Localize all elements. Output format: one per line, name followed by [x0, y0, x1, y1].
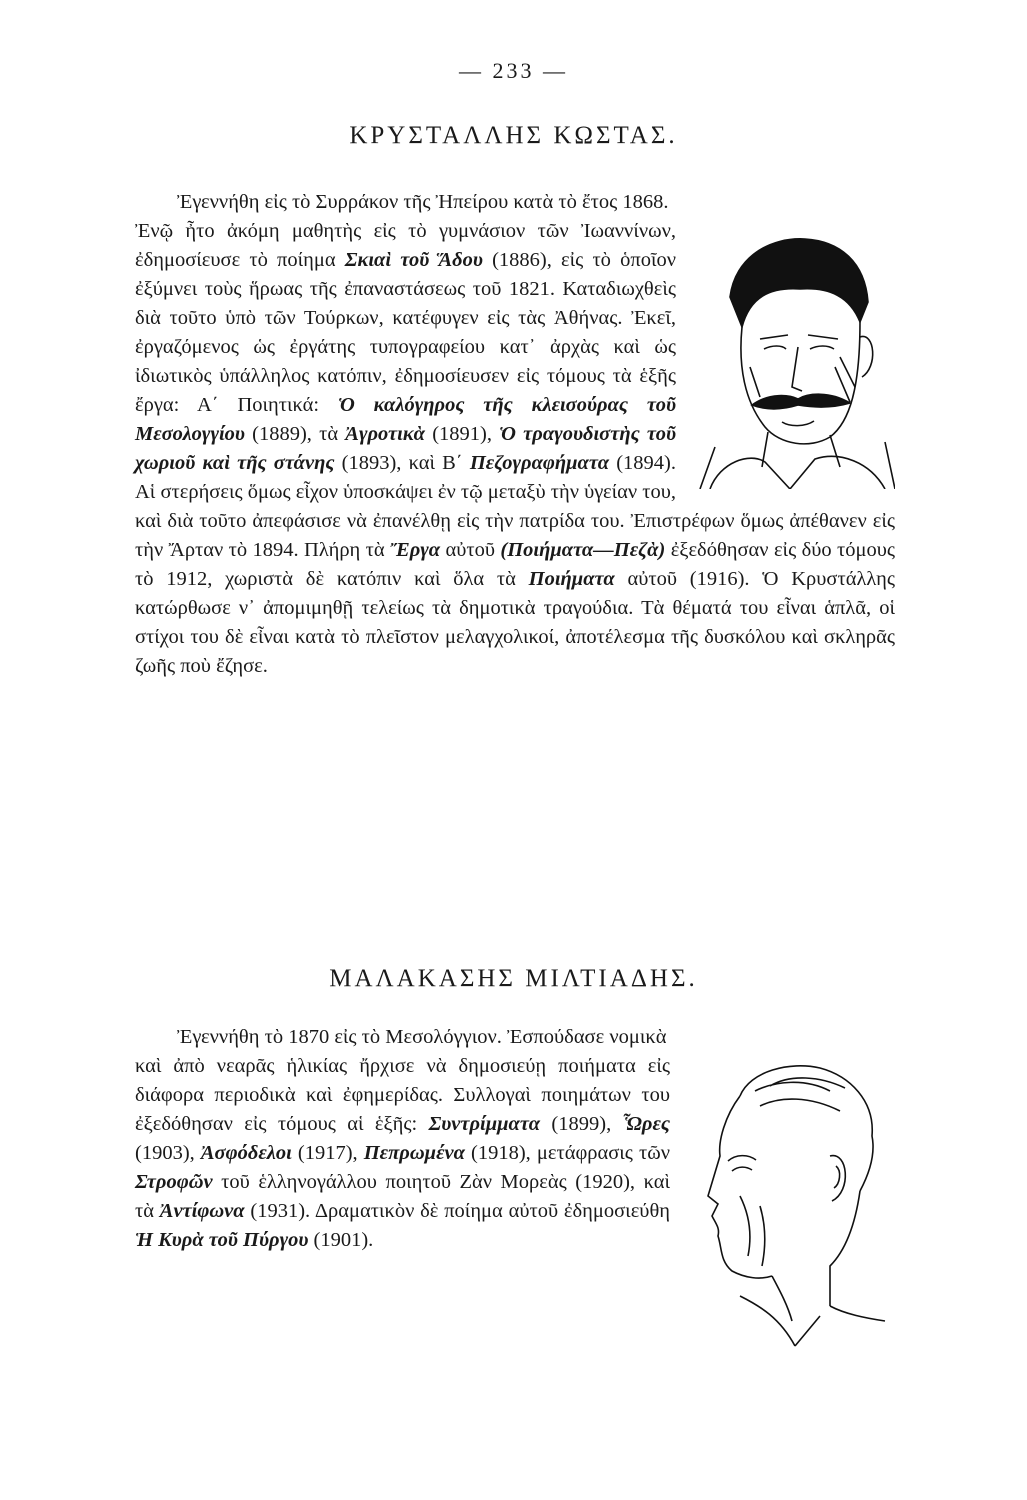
work-title: Ἀσφόδελοι	[200, 1142, 292, 1164]
work-title: Ὁ καλόγηρος τῆς κλεισούρας τοῦ Μεσολογγίου	[135, 394, 676, 445]
text-run: (1891),	[425, 423, 500, 445]
section-title-malakasis: ΜΑΛΑΚΑΣΗΣ ΜΙΛΤΙΑΔΗΣ.	[329, 965, 698, 992]
text-run: (1894). Αἱ στερήσεις ὅμως εἶχον ὑποσκάψει ἐν τῷ μεταξὺ τὴν ὑγείαν του, καὶ διὰ τοῦτο ἀπεφάσισε νὰ ἐπανέλθῃ εἰς τὴν πατρίδα του. Ἐπιστρέφων ὅμως ἀπέθανεν εἰς τὴν Ἄρταν τὸ 1894. Πλήρη τὰ	[135, 452, 895, 561]
portrait-malakasis-drawing	[680, 1056, 895, 1361]
section-title-krystallis: ΚΡΥΣΤΑΛΛΗΣ ΚΩΣΤΑΣ.	[349, 122, 678, 149]
work-title: Πεπρωμένα	[363, 1142, 465, 1164]
text-run: Ἐνῷ ἦτο ἀκόμη μαθητὴς εἰς τὸ γυμνάσιον τῶν Ἰωαννίνων, ἐδημοσίευσε τὸ ποίημα	[135, 220, 676, 271]
portrait-krystallis	[690, 227, 895, 489]
work-title: Ὁ τραγουδιστὴς τοῦ χωριοῦ καὶ τῆς στάνης	[135, 423, 677, 474]
work-title: Ἀντίφωνα	[159, 1200, 245, 1222]
text-run: (1893), καὶ Β΄	[334, 452, 470, 474]
work-title: Στροφῶν	[135, 1171, 213, 1193]
text-run: (1917),	[291, 1142, 364, 1164]
work-title: Συντρίμματα	[428, 1113, 541, 1135]
work-title: Σκιαὶ τοῦ Ἅδου	[344, 249, 483, 271]
work-title: Ἀγροτικὰ	[345, 423, 426, 445]
text-run: (1886), εἰς τὸ ὁποῖον ἐξύμνει τοὺς ἥρωας τῆς ἐπαναστάσεως τοῦ 1821. Καταδιωχθεὶς διὰ τοῦτο ὑπὸ τῶν Τούρκων, κατέφυγεν εἰς τὰς Ἀθήνας. Ἐκεῖ, ἐργαζόμενος ὡς ἐργάτης τυπογραφείου κατ᾽ ἀρχὰς καὶ ὡς ἰδιωτικὸς ὑπάλληλος κατόπιν, ἐδημοσίευσεν εἰς τόμους τὰ ἑξῆς ἔργα: Α΄ Ποιητικά:	[135, 249, 676, 416]
text-run: ἐξεδόθησαν εἰς δύο τόμους τὸ 1912, χωριστὰ δὲ κατόπιν καὶ ὅλα τὰ	[135, 539, 895, 590]
first-line: Ἐγεννήθη τὸ 1870 εἰς τὸ Μεσολόγγιον. Ἐσπούδασε νομικὰ	[177, 1026, 667, 1048]
first-line: Ἐγεννήθη εἰς τὸ Συρράκον τῆς Ἠπείρου κατὰ τὸ ἔτος 1868.	[177, 191, 669, 213]
work-title: Ἡ Κυρὰ τοῦ Πύργου	[135, 1229, 309, 1251]
work-title: (Ποιήματα—Πεζὰ)	[500, 539, 666, 561]
text-run: (1903),	[135, 1142, 201, 1164]
text-run: αὐτοῦ (1916). Ὁ Κρυστάλλης κατώρθωσε ν᾽ ἀπομιμηθῇ τελείως τὰ δημοτικὰ τραγούδια. Τὰ θέματά του εἶναι ἁπλᾶ, οἱ στίχοι του δὲ εἶναι κατὰ τὸ πλεῖστον μελαγχολικοί, ἀποτέλεσμα τῆς δυσκόλου καὶ σκληρᾶς ζωῆς ποὺ ἔζησε.	[135, 568, 895, 677]
portrait-krystallis-drawing	[690, 227, 895, 489]
work-title: Ὧρες	[622, 1113, 670, 1135]
text-run: (1889), τὰ	[244, 423, 346, 445]
work-title: Ἔργα	[390, 539, 441, 561]
work-title: Ποιήματα	[528, 568, 615, 590]
biography-krystallis	[135, 188, 895, 681]
text-run: (1918), μετάφρασις τῶν	[464, 1142, 671, 1164]
portrait-malakasis	[680, 1056, 895, 1361]
text-run: (1931). Δραματικὸν δὲ ποίημα αὐτοῦ ἐδημοσιεύθη	[244, 1200, 670, 1222]
text-run: αὐτοῦ	[440, 539, 501, 561]
text-run: τοῦ ἑλληνογάλλου ποιητοῦ Ζὰν Μορεὰς (1920), καὶ τὰ	[135, 1171, 670, 1222]
page-number: — 233 —	[459, 58, 568, 83]
text-run: (1899),	[540, 1113, 623, 1135]
work-title: Πεζογραφήματα	[469, 452, 610, 474]
biography-malakasis	[135, 1023, 895, 1367]
text-run: καὶ ἀπὸ νεαρᾶς ἡλικίας ἤρχισε νὰ δημοσιεύῃ ποιήματα εἰς διάφορα περιοδικὰ καὶ ἐφημερίδας. Συλλογαὶ ποιημάτων του ἐξεδόθησαν εἰς τόμους αἱ ἑξῆς:	[135, 1055, 670, 1135]
text-run: (1901).	[308, 1229, 374, 1251]
